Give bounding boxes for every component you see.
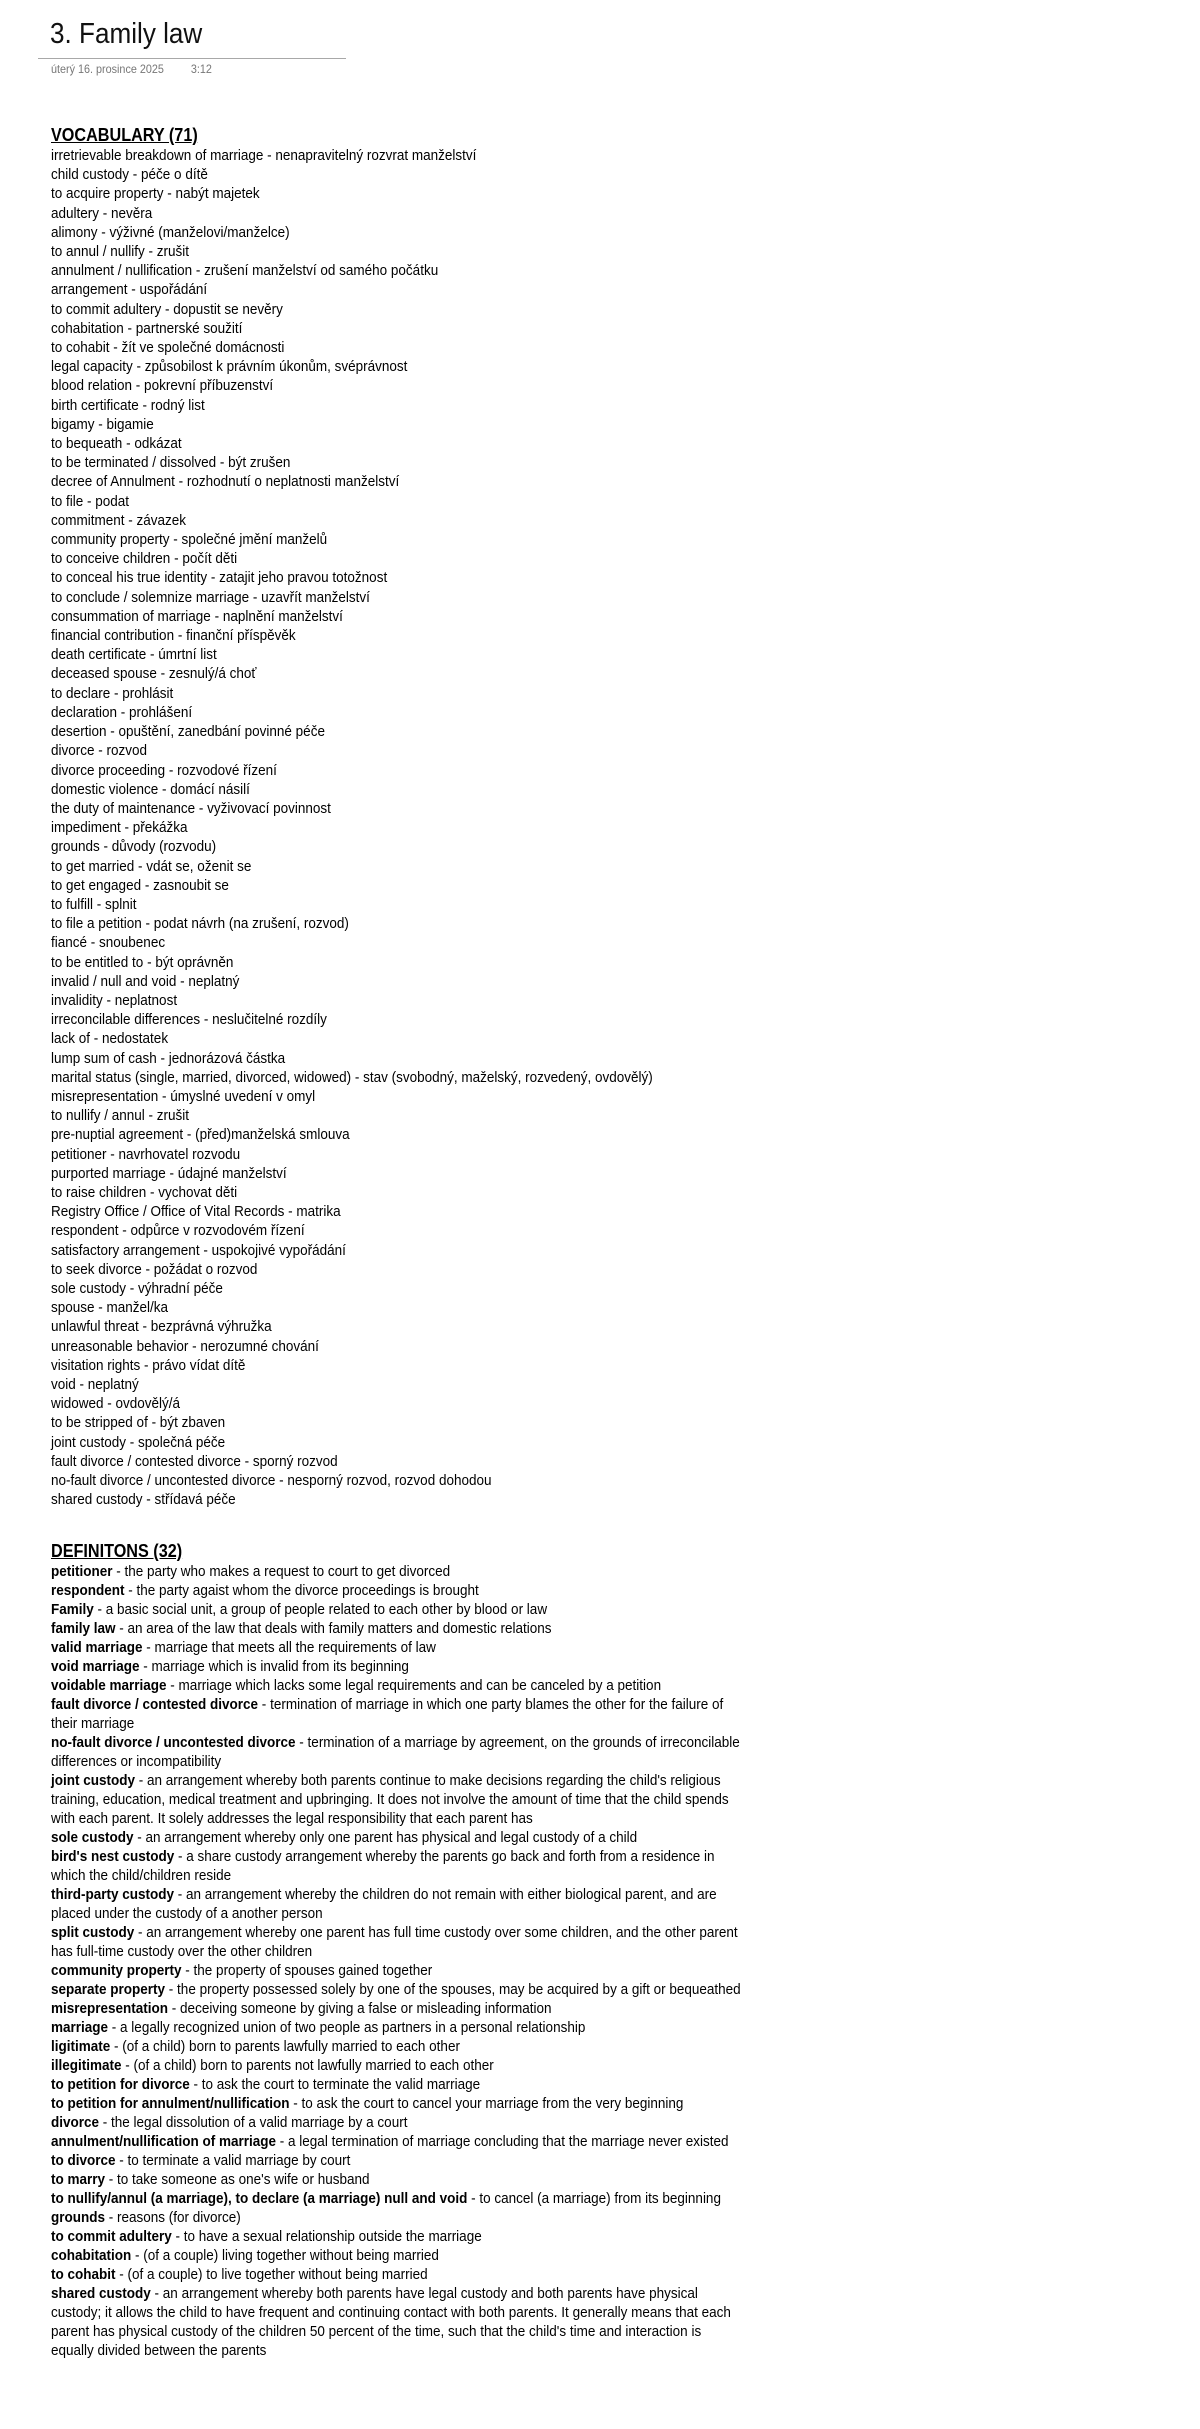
definition-item: respondent - the party agaist whom the divorce proceedings is brought <box>51 1582 479 1599</box>
definition-item: fault divorce / contested divorce - termination of marriage in which one party blames the other for the failure of their marriage <box>51 1696 724 1732</box>
vocabulary-item: invalidity - neplatnost <box>51 991 178 1009</box>
definition-item: separate property - the property possessed solely by one of the spouses, may be acquired by a gift or bequeathed <box>51 1981 741 1998</box>
definition-term: no-fault divorce / uncontested divorce <box>51 1734 296 1751</box>
definition-text: marriage that meets all the requirements of law <box>154 1639 436 1656</box>
definition-text: the party agaist whom the divorce proceedings is brought <box>136 1582 479 1599</box>
page-timestamp <box>51 62 212 76</box>
definition-text: a basic social unit, a group of people related to each other by blood or law <box>105 1601 548 1618</box>
definition-text: the party who makes a request to court to get divorced <box>124 1563 451 1580</box>
vocabulary-item: to nullify / annul - zrušit <box>51 1107 190 1125</box>
vocabulary-item: joint custody - společná péče <box>51 1433 226 1451</box>
vocabulary-item: bigamy - bigamie <box>51 415 154 433</box>
definition-term: voidable marriage <box>51 1677 167 1694</box>
definition-text: deceiving someone by giving a false or misleading information <box>180 2000 552 2017</box>
definition-item: to nullify/annul (a marriage), to declare (a marriage) null and void - to cancel (a marriage) from its beginning <box>51 2190 721 2207</box>
definition-term: annulment/nullification of marriage <box>51 2133 277 2150</box>
definition-term: fault divorce / contested divorce <box>51 1696 259 1713</box>
definition-item: family law - an area of the law that deals with family matters and domestic relations <box>51 1620 552 1637</box>
definition-text: the property possessed solely by one of the spouses, may be acquired by a gift or bequeathed <box>177 1981 741 1998</box>
definition-text: an arrangement whereby both parents continue to make decisions regarding the child's religious training, education, medical treatment and upbringing. It does not involve the amount of time that the child spends with each parent. It solely addresses the legal responsibility that each parent has <box>51 1772 729 1827</box>
definition-text: an arrangement whereby the children do not remain with either biological parent, and are placed under the custody of a another person <box>51 1886 717 1922</box>
definition-item: shared custody - an arrangement whereby both parents have legal custody and both parents have physical custody; it allows the child to have frequent and continuing contact with both parents. It generally means that each parent has physical custody of the children 50 percent of the time, such that the child's time and interaction is equally divided between the parents <box>51 2285 731 2359</box>
definition-term: void marriage <box>51 1658 140 1675</box>
vocabulary-item: Registry Office / Office of Vital Records - matrika <box>51 1203 341 1221</box>
vocabulary-section <box>51 124 742 1509</box>
definition-item: to commit adultery - to have a sexual relationship outside the marriage <box>51 2228 482 2245</box>
vocabulary-item: cohabitation - partnerské soužití <box>51 319 243 337</box>
definition-item: community property - the property of spouses gained together <box>51 1962 433 1979</box>
vocabulary-item: irreconcilable differences - neslučitelné rozdíly <box>51 1011 327 1029</box>
definition-item: voidable marriage - marriage which lacks some legal requirements and can be canceled by a petition <box>51 1677 662 1694</box>
vocabulary-item: arrangement - uspořádání <box>51 281 208 299</box>
vocabulary-item: consummation of marriage - naplnění manželství <box>51 607 343 625</box>
vocabulary-item: fiancé - snoubenec <box>51 934 166 952</box>
definition-term: cohabitation <box>51 2247 132 2264</box>
definition-item: misrepresentation - deceiving someone by giving a false or misleading information <box>51 2000 552 2017</box>
definition-text: a share custody arrangement whereby the parents go back and forth from a residence in which the child/children reside <box>51 1848 715 1884</box>
definition-term: Family <box>51 1601 94 1618</box>
definition-text: marriage which is invalid from its beginning <box>151 1658 409 1675</box>
vocabulary-item: purported marriage - údajné manželství <box>51 1164 287 1182</box>
vocabulary-item: unlawful threat - bezprávná výhružka <box>51 1318 272 1336</box>
vocabulary-item: to raise children - vychovat děti <box>51 1183 238 1201</box>
definition-term: to petition for annulment/nullification <box>51 2095 290 2112</box>
vocabulary-item: to fulfill - splnit <box>51 895 137 913</box>
definition-text: the legal dissolution of a valid marriage by a court <box>111 2114 408 2131</box>
vocabulary-item: to be entitled to - být oprávněn <box>51 953 234 971</box>
vocabulary-item: petitioner - navrhovatel rozvodu <box>51 1145 241 1163</box>
definition-text: an arrangement whereby both parents have legal custody and both parents have physical custody; it allows the child to have frequent and continuing contact with both parents. It generally means that each parent has physical custody of the children 50 percent of the time, such that the child's time and interaction is equally divided between the parents <box>51 2285 731 2359</box>
definition-text: an area of the law that deals with family matters and domestic relations <box>127 1620 552 1637</box>
vocabulary-item: to declare - prohlásit <box>51 684 174 702</box>
definition-term: joint custody <box>51 1772 136 1789</box>
definition-item: no-fault divorce / uncontested divorce - termination of a marriage by agreement, on the grounds of irreconcilable differences or incompatibility <box>51 1734 740 1770</box>
vocabulary-item: community property - společné jmění manželů <box>51 531 328 549</box>
definition-text: reasons (for divorce) <box>117 2209 241 2226</box>
definition-item: divorce - the legal dissolution of a valid marriage by a court <box>51 2114 408 2131</box>
definition-item: illegitimate - (of a child) born to parents not lawfully married to each other <box>51 2057 494 2074</box>
vocabulary-item: widowed - ovdovělý/á <box>51 1395 181 1413</box>
vocabulary-item: desertion - opuštění, zanedbání povinné péče <box>51 723 325 741</box>
vocabulary-item: to bequeath - odkázat <box>51 435 182 453</box>
definition-item: valid marriage - marriage that meets all the requirements of law <box>51 1639 436 1656</box>
definition-text: to cancel (a marriage) from its beginning <box>479 2190 721 2207</box>
vocabulary-item: to file a petition - podat návrh (na zrušení, rozvod) <box>51 915 349 933</box>
vocabulary-item: unreasonable behavior - nerozumné chování <box>51 1337 319 1355</box>
definition-text: an arrangement whereby only one parent has physical and legal custody of a child <box>145 1829 638 1846</box>
definition-text: a legal termination of marriage concluding that the marriage never existed <box>288 2133 729 2150</box>
definition-text: termination of a marriage by agreement, on the grounds of irreconcilable differences or incompatibility <box>51 1734 740 1770</box>
definition-term: to commit adultery <box>51 2228 172 2245</box>
vocabulary-item: pre-nuptial agreement - (před)manželská smlouva <box>51 1126 350 1144</box>
definition-item: annulment/nullification of marriage - a legal termination of marriage concluding that the marriage never existed <box>51 2133 729 2150</box>
vocabulary-item: to seek divorce - požádat o rozvod <box>51 1260 258 1278</box>
definition-term: respondent <box>51 1582 125 1599</box>
definition-term: family law <box>51 1620 116 1637</box>
definition-item: to marry - to take someone as one's wife or husband <box>51 2171 370 2188</box>
vocabulary-item: lack of - nedostatek <box>51 1030 169 1048</box>
vocabulary-item: alimony - výživné (manželovi/manželce) <box>51 223 290 241</box>
vocabulary-item: sole custody - výhradní péče <box>51 1279 223 1297</box>
definition-item: to cohabit - (of a couple) to live together without being married <box>51 2266 428 2283</box>
definition-text: marriage which lacks some legal requirements and can be canceled by a petition <box>178 1677 662 1694</box>
definition-item: to divorce - to terminate a valid marriage by court <box>51 2152 351 2169</box>
vocabulary-item: to get married - vdát se, oženit se <box>51 857 252 875</box>
definitions-section <box>51 1540 742 2360</box>
definition-item: grounds - reasons (for divorce) <box>51 2209 241 2226</box>
definition-term: to divorce <box>51 2152 116 2169</box>
vocabulary-item: misrepresentation - úmyslné uvedení v omyl <box>51 1087 316 1105</box>
definition-term: grounds <box>51 2209 105 2226</box>
definition-text: to have a sexual relationship outside the marriage <box>183 2228 482 2245</box>
vocabulary-item: lump sum of cash - jednorázová částka <box>51 1049 286 1067</box>
definition-text: to take someone as one's wife or husband <box>117 2171 370 2188</box>
definition-item: sole custody - an arrangement whereby only one parent has physical and legal custody of a child <box>51 1829 638 1846</box>
title-divider <box>38 58 346 59</box>
definition-term: community property <box>51 1962 182 1979</box>
definition-text: a legally recognized union of two people as partners in a personal relationship <box>120 2019 586 2036</box>
definition-item: split custody - an arrangement whereby one parent has full time custody over some children, and the other parent has full-time custody over the other children <box>51 1924 738 1960</box>
definition-term: sole custody <box>51 1829 134 1846</box>
definitions-heading: DEFINITONS (32) <box>51 1541 183 1561</box>
vocabulary-item: financial contribution - finanční příspěvěk <box>51 627 296 645</box>
definition-item: petitioner - the party who makes a request to court to get divorced <box>51 1563 451 1580</box>
definition-term: illegitimate <box>51 2057 122 2074</box>
vocabulary-item: satisfactory arrangement - uspokojivé vypořádání <box>51 1241 346 1259</box>
vocabulary-item: decree of Annulment - rozhodnutí o neplatnosti manželství <box>51 473 400 491</box>
definition-item: third-party custody - an arrangement whereby the children do not remain with either biological parent, and are placed under the custody of a another person <box>51 1886 717 1922</box>
definition-item: to petition for annulment/nullification - to ask the court to cancel your marriage from the very beginning <box>51 2095 684 2112</box>
definition-item: Family - a basic social unit, a group of people related to each other by blood or law <box>51 1601 548 1618</box>
definition-term: misrepresentation <box>51 2000 169 2017</box>
vocabulary-item: marital status (single, married, divorced, widowed) - stav (svobodný, maželský, rozvedený, ovdovělý) <box>51 1068 653 1086</box>
definition-term: shared custody <box>51 2285 151 2302</box>
vocabulary-heading: VOCABULARY (71) <box>51 125 198 145</box>
definition-term: to marry <box>51 2171 106 2188</box>
definition-term: bird's nest custody <box>51 1848 175 1865</box>
vocabulary-item: fault divorce / contested divorce - sporný rozvod <box>51 1452 338 1470</box>
vocabulary-item: commitment - závazek <box>51 511 187 529</box>
vocabulary-item: spouse - manžel/ka <box>51 1299 169 1317</box>
vocabulary-item: no-fault divorce / uncontested divorce - nesporný rozvod, rozvod dohodou <box>51 1472 492 1490</box>
vocabulary-item: invalid / null and void - neplatný <box>51 972 240 990</box>
vocabulary-item: divorce - rozvod <box>51 742 148 760</box>
page-date: úterý 16. prosince 2025 <box>51 62 164 76</box>
vocabulary-item: birth certificate - rodný list <box>51 396 205 414</box>
definition-item: to petition for divorce - to ask the court to terminate the valid marriage <box>51 2076 481 2093</box>
vocabulary-item: to be terminated / dissolved - být zrušen <box>51 454 291 472</box>
definition-text: (of a couple) to live together without being married <box>127 2266 428 2283</box>
vocabulary-item: respondent - odpůrce v rozvodovém řízení <box>51 1222 305 1240</box>
vocabulary-list <box>51 146 742 1509</box>
vocabulary-item: to conceive children - počít děti <box>51 550 238 568</box>
vocabulary-item: impediment - překážka <box>51 819 188 837</box>
definition-item: joint custody - an arrangement whereby both parents continue to make decisions regarding the child's religious training, education, medical treatment and upbringing. It does not involve the amount of time that the child spends with each parent. It solely addresses the legal responsibility that each parent has <box>51 1772 729 1827</box>
vocabulary-item: void - neplatný <box>51 1376 139 1393</box>
definition-term: ligitimate <box>51 2038 111 2055</box>
definition-term: divorce <box>51 2114 100 2131</box>
definition-text: to terminate a valid marriage by court <box>127 2152 351 2169</box>
vocabulary-item: grounds - důvody (rozvodu) <box>51 838 217 856</box>
vocabulary-item: to conceal his true identity - zatajit jeho pravou totožnost <box>51 569 388 587</box>
page-title: 3. Family law <box>50 18 203 50</box>
vocabulary-item: domestic violence - domácí násilí <box>51 780 250 798</box>
definition-term: to cohabit <box>51 2266 116 2283</box>
definition-item: bird's nest custody - a share custody arrangement whereby the parents go back and forth from a residence in which the child/children reside <box>51 1848 715 1884</box>
definition-text: to ask the court to cancel your marriage from the very beginning <box>301 2095 684 2112</box>
definition-item: void marriage - marriage which is invalid from its beginning <box>51 1658 409 1675</box>
vocabulary-item: to commit adultery - dopustit se nevěry <box>51 300 283 318</box>
definition-term: marriage <box>51 2019 109 2036</box>
definition-text: (of a couple) living together without being married <box>143 2247 439 2264</box>
definition-text: (of a child) born to parents not lawfully married to each other <box>133 2057 494 2074</box>
definition-item: cohabitation - (of a couple) living together without being married <box>51 2247 439 2264</box>
definition-term: to petition for divorce <box>51 2076 190 2093</box>
definition-text: to ask the court to terminate the valid marriage <box>201 2076 481 2093</box>
definition-text: (of a child) born to parents lawfully married to each other <box>122 2038 460 2055</box>
vocabulary-item: to file - podat <box>51 492 130 510</box>
definition-text: termination of marriage in which one party blames the other for the failure of their marriage <box>51 1696 724 1732</box>
vocabulary-item: irretrievable breakdown of marriage - nenapravitelný rozvrat manželství <box>51 147 477 164</box>
vocabulary-item: to cohabit - žít ve společné domácnosti <box>51 339 285 357</box>
vocabulary-item: divorce proceeding - rozvodové řízení <box>51 761 277 779</box>
vocabulary-item: blood relation - pokrevní příbuzenství <box>51 377 274 395</box>
definition-item: marriage - a legally recognized union of two people as partners in a personal relationship <box>51 2019 586 2036</box>
vocabulary-item: to annul / nullify - zrušit <box>51 243 190 261</box>
definition-term: valid marriage <box>51 1639 143 1656</box>
vocabulary-item: adultery - nevěra <box>51 204 153 222</box>
definition-term: petitioner <box>51 1563 113 1580</box>
definition-term: third-party custody <box>51 1886 175 1903</box>
definition-text: an arrangement whereby one parent has full time custody over some children, and the other parent has full-time custody over the other children <box>51 1924 738 1960</box>
vocabulary-item: to conclude / solemnize marriage - uzavřít manželství <box>51 588 370 606</box>
vocabulary-item: death certificate - úmrtní list <box>51 646 217 664</box>
vocabulary-item: shared custody - střídavá péče <box>51 1491 236 1509</box>
vocabulary-item: to be stripped of - být zbaven <box>51 1414 226 1432</box>
vocabulary-item: to acquire property - nabýt majetek <box>51 185 260 203</box>
vocabulary-item: legal capacity - způsobilost k právním úkonům, svéprávnost <box>51 358 408 376</box>
definition-item: ligitimate - (of a child) born to parents lawfully married to each other <box>51 2038 460 2055</box>
vocabulary-item: child custody - péče o dítě <box>51 166 208 184</box>
definitions-list <box>51 1562 742 2360</box>
vocabulary-item: to get engaged - zasnoubit se <box>51 876 229 894</box>
definition-term: split custody <box>51 1924 135 1941</box>
vocabulary-item: annulment / nullification - zrušení manželství od samého počátku <box>51 262 439 280</box>
vocabulary-item: declaration - prohlášení <box>51 703 193 721</box>
vocabulary-item: the duty of maintenance - vyživovací povinnost <box>51 799 331 817</box>
vocabulary-item: visitation rights - právo vídat dítě <box>51 1356 246 1374</box>
vocabulary-item: deceased spouse - zesnulý/á choť <box>51 665 257 683</box>
definition-term: separate property <box>51 1981 166 1998</box>
definition-text: the property of spouses gained together <box>193 1962 433 1979</box>
definition-term: to nullify/annul (a marriage), to declare (a marriage) null and void <box>51 2190 468 2207</box>
page-time: 3:12 <box>190 62 212 76</box>
